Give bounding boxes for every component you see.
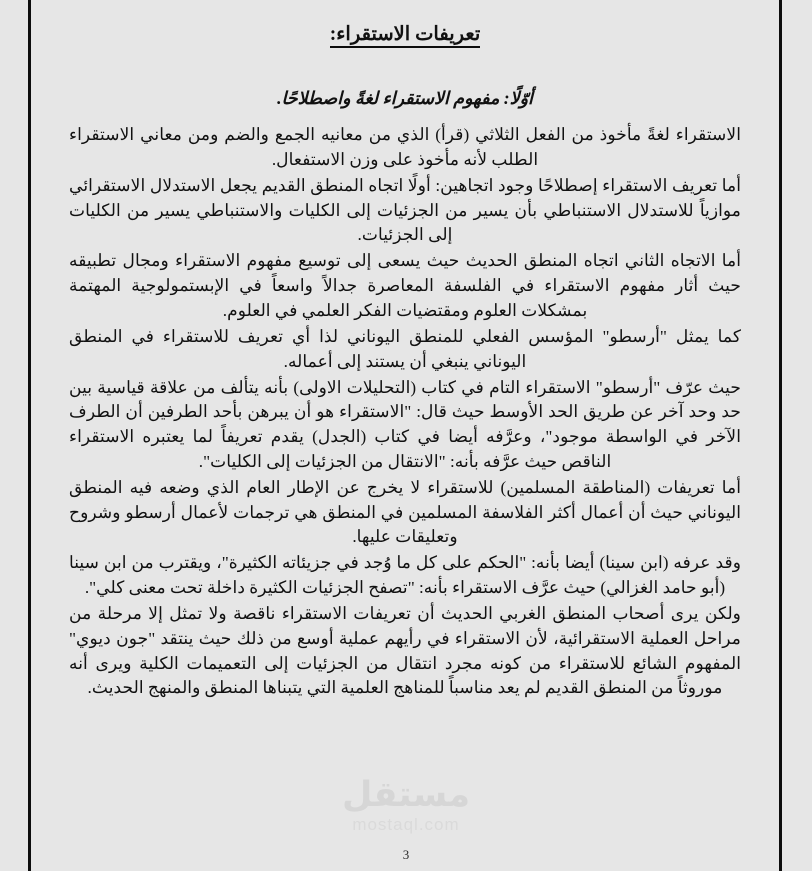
- document-title-text: تعريفات الاستقراء:: [330, 24, 481, 48]
- paragraph: حيث عرّف "أرسطو" الاستقراء التام في كتاب (التحليلات الاولى) بأنه يتألف من علاقة قياسية بين حد وحد آخر عن طريق الحد الأوسط حيث قال: "الاستقراء هو أن يبرهن بأحد الطرفين أن الطرف الآخر في الواسطة موجود"، وعرَّفه أيضا في كتاب (الجدل) يقدم تعريفاً لما يعتبره الاستقراء الناقص حيث عرَّفه بأنه: "الانتقال من الجزئيات إلى الكليات".: [69, 377, 741, 471]
- page-number: 3: [402, 847, 410, 862]
- paragraph: ولكن يرى أصحاب المنطق الغربي الحديث أن تعريفات الاستقراء ناقصة ولا تمثل إلا مرحلة من مراحل العملية الاستقرائية، لأن الاستقراء في رأيهم عملية أوسع من ذلك حيث ينتقد "جون ديوي" المفهوم الشائع للاستقراء من كونه مجرد انتقال من الجزئيات إلى التعميمات الكلية ويرى أنه موروثاً من المنطق القديم لم يعد مناسباً للمناهج العلمية التي يتبناها المنطق والمنهج الحديث.: [69, 604, 741, 698]
- paragraph: كما يمثل "أرسطو" المؤسس الفعلي للمنطق اليوناني لذا أي تعريف للاستقراء في المنطق اليوناني ينبغي أن يستند إلى أعماله.: [69, 326, 741, 371]
- paragraph: الاستقراء لغةً مأخوذ من الفعل الثلاثي (قرأ) الذي من معانيه الجمع والضم ومن معاني الاستقراء الطلب لأنه مأخوذ على وزن الاستفعال.: [69, 125, 741, 169]
- paragraph: أما الاتجاه الثاني اتجاه المنطق الحديث حيث يسعى إلى توسيع مفهوم الاستقراء ومجال تطبيقه حيث أثار مفهوم الاستقراء في الفلسفة المعاصرة جدالاً واسعاً في الإبستمولوجية المهتمة بمشكلات العلوم ومقتضيات الفكر العلمي في العلوم.: [69, 251, 741, 320]
- paragraph: أما تعريف الاستقراء إصطلاحًا وجود اتجاهين: أولًا اتجاه المنطق القديم يجعل الاستدلال الاستقرائي موازياً للاستدلال الاستنباطي بأن يسير من الجزئيات إلى الكليات والاستنباطي يسير من الكليات إلى الجزئيات.: [69, 175, 741, 245]
- page-margin-rule-right: [779, 0, 782, 871]
- document-body: [69, 123, 741, 701]
- document-title: [69, 22, 741, 48]
- page-content-area: [31, 0, 779, 871]
- paragraph: أما تعريفات (المناطقة المسلمين) للاستقراء لا يخرج عن الإطار العام الذي وضعه فيه المنطق اليوناني حيث أن أعمال أكثر الفلاسفة المسلمين في المنطق هي ترجمات لأعمال أرسطو وشروح وتعليقات عليها.: [69, 477, 741, 547]
- watermark-arabic-logo: مستقل: [341, 775, 470, 815]
- paragraph: وقد عرفه (ابن سينا) أيضا بأنه: "الحكم على كل ما وُجد في جزيئاته الكثيرة"، ويقترب من ابن سينا (أبو حامد الغزالي) حيث عرَّف الاستقراء بأنه: "تصفح الجزئيات الكثيرة داخلة تحت معنى كلي".: [69, 553, 741, 597]
- document-subtitle: أوّلًا: مفهوم الاستقراء لغةً واصطلاحًا.: [277, 88, 533, 108]
- watermark-url: mostaql.com: [352, 815, 460, 834]
